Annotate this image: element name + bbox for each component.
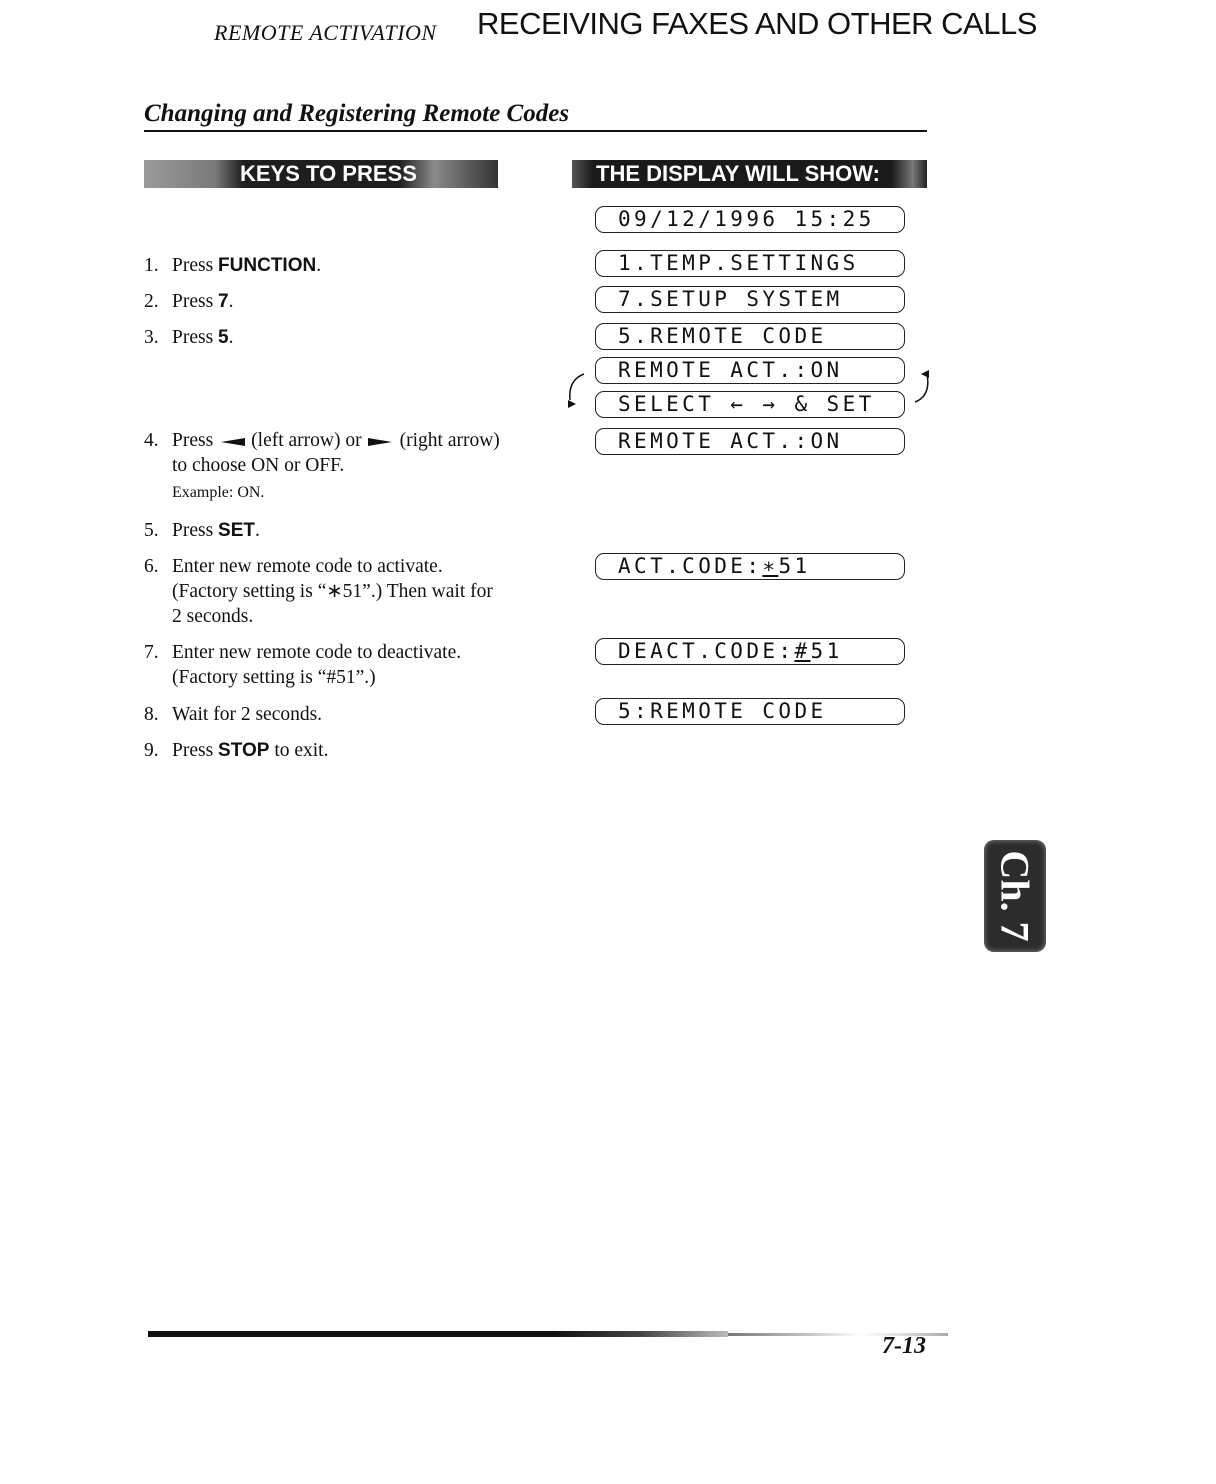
- display-will-show-header: THE DISPLAY WILL SHOW:: [572, 160, 927, 188]
- chapter-tab-label: Ch. 7: [992, 850, 1038, 942]
- step-number: 7.: [144, 642, 159, 663]
- lcd-display-date: 09/12/1996 15:25: [595, 206, 905, 233]
- chapter-tab: [984, 840, 1046, 952]
- step-text: Press 7.: [172, 291, 234, 312]
- lcd-display-select-set: SELECT ← → & SET: [595, 391, 905, 418]
- running-head-chapter: RECEIVING FAXES AND OTHER CALLS: [477, 6, 1037, 41]
- lcd-display-remote-act: REMOTE ACT.:ON: [595, 357, 905, 384]
- left-arrow-icon: [221, 438, 245, 446]
- cursor: #: [794, 639, 811, 663]
- step-number: 6.: [144, 556, 159, 577]
- section-title: Changing and Registering Remote Codes: [144, 100, 570, 127]
- key-name: SET: [218, 520, 255, 541]
- lcd-display-deact-code: DEACT.CODE:#51: [595, 638, 905, 665]
- step-example: Example: ON.: [172, 484, 265, 501]
- cycle-arrow-icon: [562, 370, 592, 410]
- running-head: [0, 6, 1216, 46]
- title-rule: [144, 130, 927, 132]
- lcd-display-remote-code: 5.REMOTE CODE: [595, 323, 905, 350]
- step-text: Press SET.: [172, 520, 260, 541]
- key-name: 5: [218, 327, 229, 348]
- step-number: 3.: [144, 327, 159, 348]
- step-number: 8.: [144, 704, 159, 725]
- lcd-display-remote-act-on: REMOTE ACT.:ON: [595, 428, 905, 455]
- lcd-display-setup-system: 7.SETUP SYSTEM: [595, 286, 905, 313]
- step-number: 1.: [144, 255, 159, 276]
- step-text: Wait for 2 seconds.: [172, 704, 323, 725]
- key-name: 7: [218, 291, 229, 312]
- running-head-section: REMOTE ACTIVATION: [214, 20, 437, 45]
- footer-rule: [148, 1331, 728, 1337]
- page-number: 7-13: [882, 1333, 926, 1359]
- step-text: Press 5.: [172, 327, 234, 348]
- lcd-display-remote-code-final: 5:REMOTE CODE: [595, 698, 905, 725]
- step-text: Press (left arrow) or (right arrow) to choose ON or OFF. Example: ON.: [172, 428, 502, 505]
- step-text: Press STOP to exit.: [172, 740, 329, 761]
- step-number: 2.: [144, 291, 159, 312]
- step-text: Press FUNCTION.: [172, 255, 322, 276]
- step-number: 9.: [144, 740, 159, 761]
- step-number: 5.: [144, 520, 159, 541]
- right-arrow-icon: [368, 438, 392, 446]
- step-number: 4.: [144, 430, 159, 451]
- cursor: ∗: [762, 554, 779, 578]
- key-name: STOP: [218, 740, 270, 761]
- cycle-arrow-icon: [907, 366, 937, 406]
- key-name: FUNCTION: [218, 255, 317, 276]
- lcd-display-temp-settings: 1.TEMP.SETTINGS: [595, 250, 905, 277]
- step-text: Enter new remote code to activate. (Factory setting is “∗51”.) Then wait for 2 seconds.: [172, 556, 493, 627]
- lcd-display-act-code: ACT.CODE:∗51: [595, 553, 905, 580]
- step-text: Enter new remote code to deactivate. (Factory setting is “#51”.): [172, 642, 462, 688]
- keys-to-press-header: KEYS TO PRESS: [144, 160, 498, 188]
